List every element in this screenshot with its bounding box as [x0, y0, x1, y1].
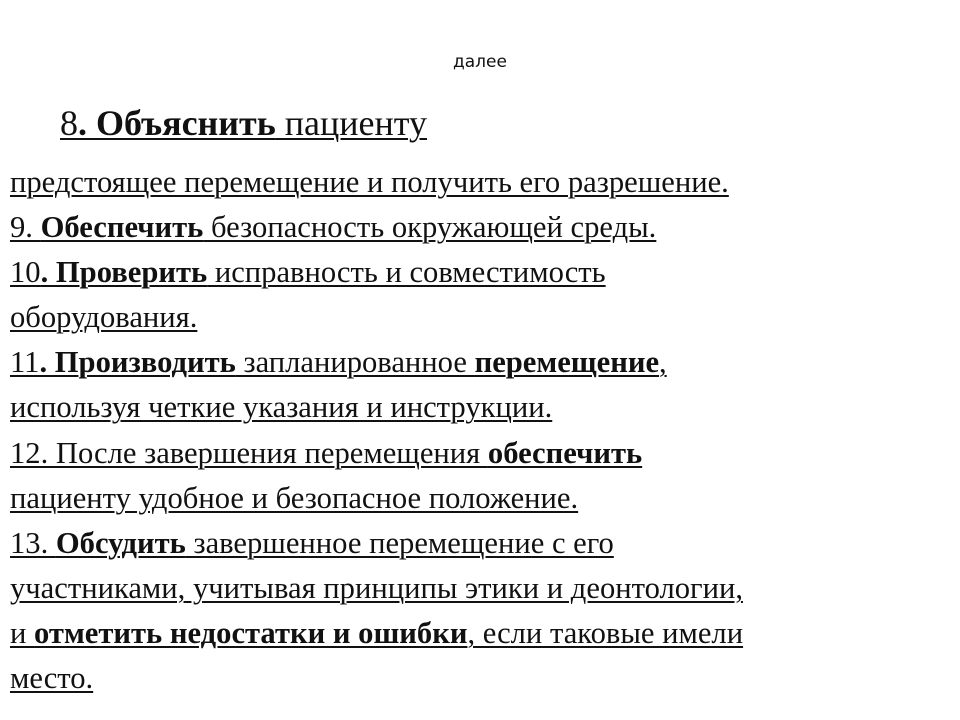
- text-run: безопасность окружающей среды.: [203, 210, 657, 245]
- steps-text: [10, 160, 940, 701]
- text-run: 11: [10, 345, 40, 380]
- text-line: [10, 205, 940, 250]
- heading-bold: . Объяснить: [78, 103, 276, 143]
- text-line: [10, 340, 940, 385]
- text-run: 13.: [10, 525, 56, 560]
- text-line: [10, 431, 940, 476]
- top-label: далее: [453, 52, 507, 72]
- text-run: , если таковые имели: [467, 615, 744, 650]
- text-line: [10, 250, 940, 295]
- text-run: 12. После завершения перемещения: [10, 435, 488, 470]
- text-run: используя четкие указания и инструкции.: [10, 390, 553, 425]
- text-run: ,: [659, 345, 667, 380]
- heading-rest: пациенту: [275, 103, 428, 143]
- text-line: [10, 160, 940, 205]
- text-line: [10, 566, 940, 611]
- text-run: место.: [10, 661, 94, 696]
- heading-step-8: [60, 100, 427, 146]
- text-line: [10, 656, 940, 701]
- text-run: пациенту удобное и безопасное положение.: [10, 480, 579, 515]
- bold-phrase: . Проверить: [40, 255, 208, 290]
- heading-number: 8: [60, 103, 78, 143]
- bold-phrase: перемещение: [474, 345, 660, 380]
- bold-phrase: обеспечить: [487, 435, 643, 470]
- text-run: участниками, учитывая принципы этики и деонтологии,: [10, 570, 743, 605]
- text-run: оборудования.: [10, 300, 198, 335]
- bold-phrase: Обеспечить: [40, 210, 204, 245]
- text-line: [10, 385, 940, 430]
- text-run: завершенное перемещение с его: [185, 525, 614, 560]
- text-line: [10, 611, 940, 656]
- text-run: исправность и совместимость: [207, 255, 606, 290]
- text-line: [10, 521, 940, 566]
- text-run: 10: [10, 255, 41, 290]
- bold-phrase: отметить недостатки и ошибки: [34, 615, 468, 650]
- text-run: предстоящее перемещение и получить его разрешение.: [10, 165, 729, 199]
- text-run: запланированное: [235, 345, 475, 380]
- bold-phrase: Обсудить: [55, 525, 186, 560]
- bold-phrase: . Производить: [39, 345, 236, 380]
- text-run: и: [10, 615, 35, 650]
- text-line: [10, 295, 940, 340]
- text-run: 9.: [10, 210, 41, 245]
- text-line: [10, 476, 940, 521]
